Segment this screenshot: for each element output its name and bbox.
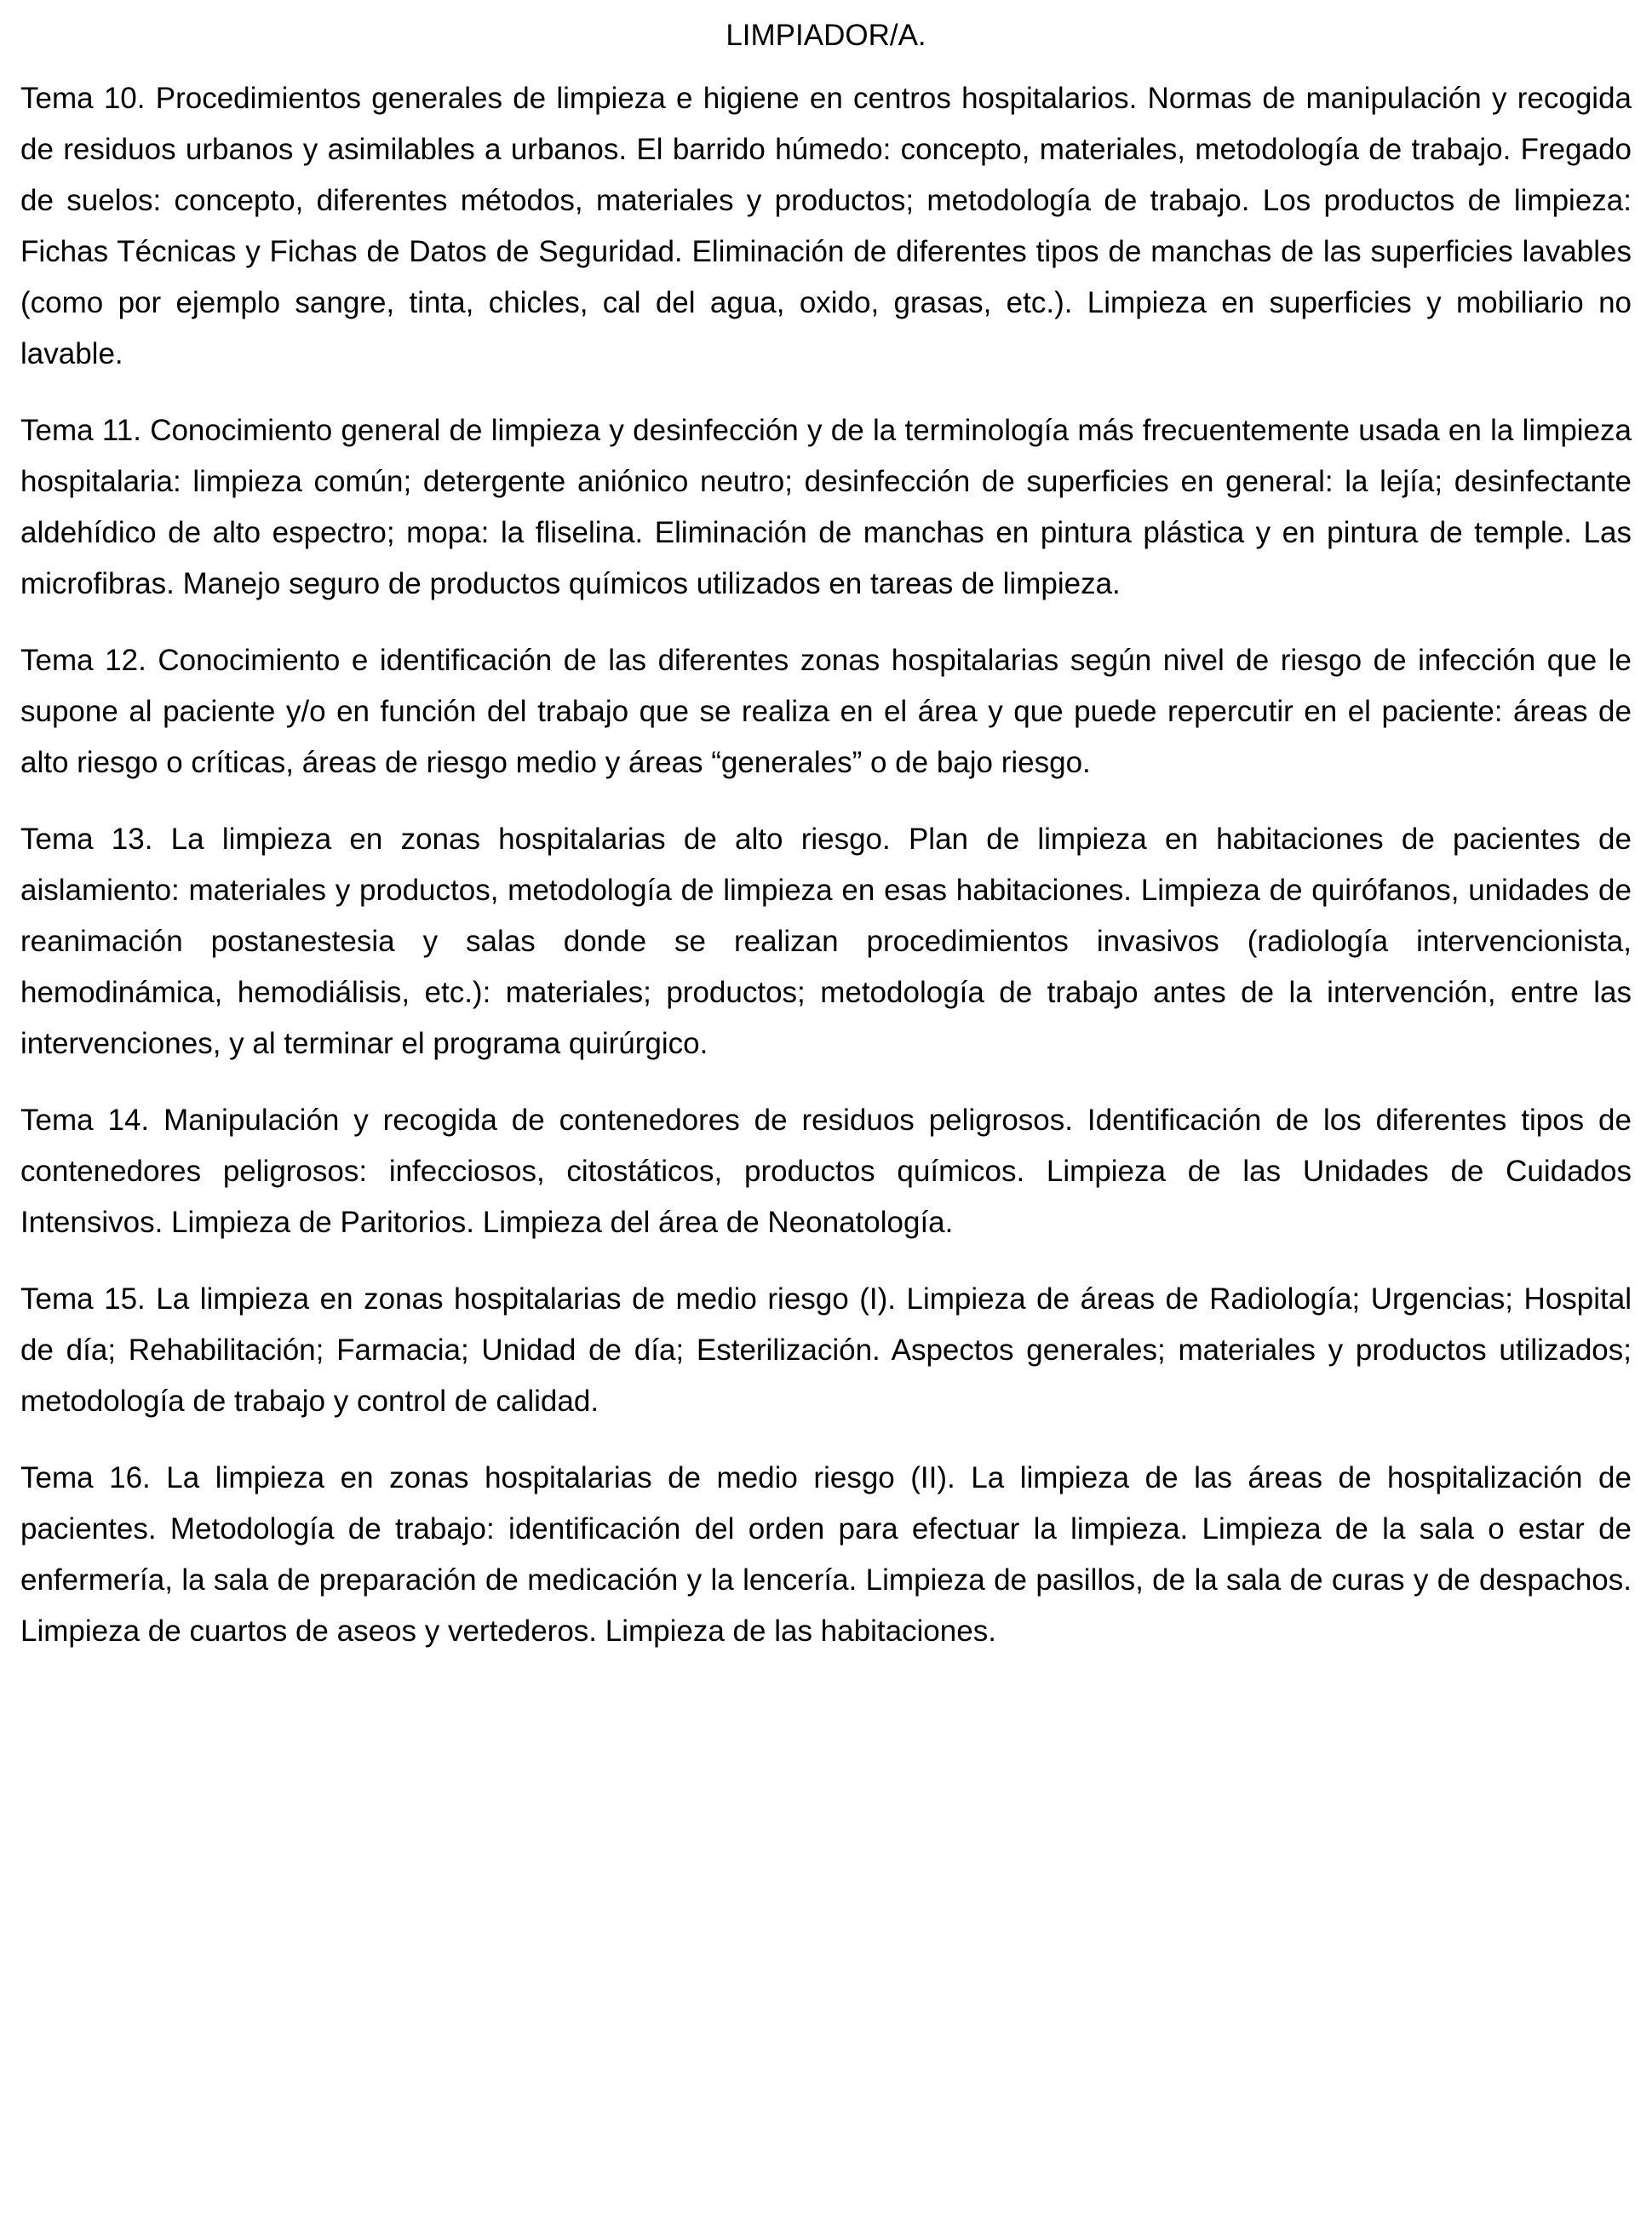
tema-12-paragraph: Tema 12. Conocimiento e identificación de las diferentes zonas hospitalarias según nivel de riesgo de infección que le supone al paciente y/o en función del trabajo que se realiza en el área y que puede repercutir en el paciente: áreas de alto riesgo o críticas, áreas de riesgo medio y áreas “generales” o de bajo riesgo.	[20, 644, 1632, 779]
document-page	[20, 0, 1632, 1683]
tema-15-paragraph: Tema 15. La limpieza en zonas hospitalarias de medio riesgo (I). Limpieza de áreas de Radiología; Urgencias; Hospital de día; Rehabilitación; Farmacia; Unidad de día; Esterilización. Aspectos generales; materiales y productos utilizados; metodología de trabajo y control de calidad.	[20, 1282, 1632, 1418]
tema-10-paragraph: Tema 10. Procedimientos generales de limpieza e higiene en centros hospitalarios. Normas de manipulación y recogida de residuos urbanos y asimilables a urbanos. El barrido húmedo: concepto, materiales, metodología de trabajo. Fregado de suelos: concepto, diferentes métodos, materiales y productos; metodología de trabajo. Los productos de limpieza: Fichas Técnicas y Fichas de Datos de Seguridad. Eliminación de diferentes tipos de manchas de las superficies lavables (como por ejemplo sangre, tinta, chicles, cal del agua, oxido, grasas, etc.). Limpieza en superficies y mobiliario no lavable.	[20, 82, 1632, 370]
tema-16-paragraph: Tema 16. La limpieza en zonas hospitalarias de medio riesgo (II). La limpieza de las áreas de hospitalización de pacientes. Metodología de trabajo: identificación del orden para efectuar la limpieza. Limpieza de la sala o estar de enfermería, la sala de preparación de medicación y la lencería. Limpieza de pasillos, de la sala de curas y de despachos. Limpieza de cuartos de aseos y vertederos. Limpieza de las habitaciones.	[20, 1461, 1632, 1648]
tema-11-paragraph: Tema 11. Conocimiento general de limpieza y desinfección y de la terminología más frecuentemente usada en la limpieza hospitalaria: limpieza común; detergente aniónico neutro; desinfección de superficies en general: la lejía; desinfectante aldehídico de alto espectro; mopa: la fliselina. Eliminación de manchas en pintura plástica y en pintura de temple. Las microfibras. Manejo seguro de productos químicos utilizados en tareas de limpieza.	[20, 414, 1632, 600]
tema-13-paragraph: Tema 13. La limpieza en zonas hospitalarias de alto riesgo. Plan de limpieza en habitaciones de pacientes de aislamiento: materiales y productos, metodología de limpieza en esas habitaciones. Limpieza de quirófanos, unidades de reanimación postanestesia y salas donde se realizan procedimientos invasivos (radiología intervencionista, hemodinámica, hemodiálisis, etc.): materiales; productos; metodología de trabajo antes de la intervención, entre las intervenciones, y al terminar el programa quirúrgico.	[20, 823, 1632, 1060]
document-title: LIMPIADOR/A.	[726, 19, 926, 52]
tema-14-paragraph: Tema 14. Manipulación y recogida de contenedores de residuos peligrosos. Identificación de los diferentes tipos de contenedores peligrosos: infecciosos, citostáticos, productos químicos. Limpieza de las Unidades de Cuidados Intensivos. Limpieza de Paritorios. Limpieza del área de Neonatología.	[20, 1104, 1632, 1239]
